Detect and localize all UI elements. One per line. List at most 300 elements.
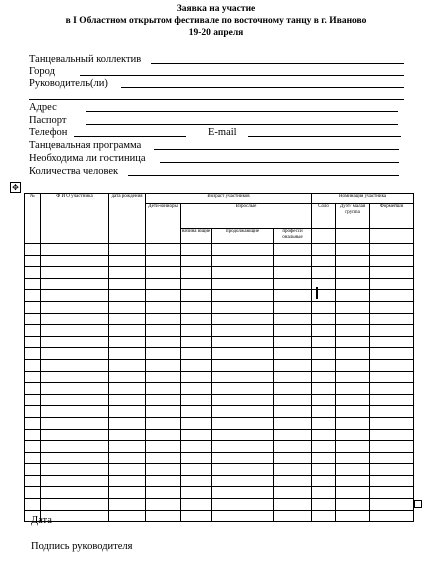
- table-cell[interactable]: [41, 244, 109, 256]
- table-row: [25, 348, 414, 360]
- table-cell[interactable]: [336, 348, 370, 360]
- table-cell[interactable]: [25, 464, 41, 476]
- table-cell[interactable]: [312, 255, 336, 267]
- table-cell[interactable]: [274, 383, 312, 395]
- table-cell[interactable]: [146, 255, 181, 267]
- table-cell[interactable]: [274, 417, 312, 429]
- col-header-formation: Формейшн: [370, 204, 414, 229]
- table-cell[interactable]: [312, 417, 336, 429]
- table-cell[interactable]: [41, 267, 109, 279]
- table-cell[interactable]: [212, 452, 274, 464]
- table-cell[interactable]: [25, 325, 41, 337]
- table-cell[interactable]: [212, 336, 274, 348]
- field-label-email: E-mail: [208, 127, 237, 138]
- table-cell[interactable]: [336, 244, 370, 256]
- table-cell[interactable]: [41, 313, 109, 325]
- table-cell[interactable]: [336, 359, 370, 371]
- table-cell[interactable]: [146, 475, 181, 487]
- table-cell[interactable]: [336, 383, 370, 395]
- table-cell[interactable]: [212, 475, 274, 487]
- table-cell[interactable]: [109, 336, 146, 348]
- table-cell[interactable]: [212, 406, 274, 418]
- table-cell[interactable]: [109, 348, 146, 360]
- table-row: [25, 301, 414, 313]
- table-cell[interactable]: [109, 267, 146, 279]
- table-cell[interactable]: [181, 348, 212, 360]
- field-label-passport: Паспорт: [29, 115, 67, 126]
- table-cell[interactable]: [181, 441, 212, 453]
- table-cell[interactable]: [274, 406, 312, 418]
- table-cell[interactable]: [274, 325, 312, 337]
- table-cell[interactable]: [181, 371, 212, 383]
- table-cell[interactable]: [181, 383, 212, 395]
- table-cell[interactable]: [212, 499, 274, 511]
- text-cursor: [316, 287, 318, 299]
- table-cell[interactable]: [146, 499, 181, 511]
- table-cell[interactable]: [109, 301, 146, 313]
- table-cell[interactable]: [336, 464, 370, 476]
- table-cell[interactable]: [109, 255, 146, 267]
- table-cell[interactable]: [109, 290, 146, 302]
- table-cell[interactable]: [41, 348, 109, 360]
- col-header-duet: Дуэт/ малая группа: [336, 204, 370, 229]
- table-cell[interactable]: [336, 325, 370, 337]
- col-header-fio: Ф И О участника: [41, 194, 109, 244]
- table-cell[interactable]: [25, 441, 41, 453]
- table-cell[interactable]: [370, 441, 414, 453]
- table-cell[interactable]: [109, 510, 146, 522]
- table-cell[interactable]: [312, 301, 336, 313]
- table-cell[interactable]: [146, 371, 181, 383]
- table-cell[interactable]: [146, 394, 181, 406]
- table-cell[interactable]: [181, 278, 212, 290]
- form-title: Заявка на участие: [176, 4, 256, 14]
- participants-table: [24, 193, 414, 522]
- field-line-email[interactable]: [248, 136, 401, 137]
- table-cell[interactable]: [312, 244, 336, 256]
- table-cell[interactable]: [25, 383, 41, 395]
- table-cell[interactable]: [336, 406, 370, 418]
- table-cell[interactable]: [212, 441, 274, 453]
- table-cell[interactable]: [336, 278, 370, 290]
- table-cell[interactable]: [146, 348, 181, 360]
- table-cell[interactable]: [370, 371, 414, 383]
- table-cell[interactable]: [146, 359, 181, 371]
- footer-signature-label: Подпись руководителя: [31, 541, 133, 552]
- table-cell[interactable]: [181, 325, 212, 337]
- col-header-beginners: начина ющие: [181, 229, 212, 244]
- field-line-phone[interactable]: [74, 136, 186, 137]
- col-header-age-group: Возраст участников: [146, 194, 312, 204]
- table-cell[interactable]: [181, 394, 212, 406]
- table-cell[interactable]: [25, 278, 41, 290]
- table-cell[interactable]: [370, 278, 414, 290]
- table-cell[interactable]: [212, 510, 274, 522]
- field-label-address: Адрес: [29, 102, 57, 113]
- table-cell[interactable]: [212, 417, 274, 429]
- table-cell[interactable]: [146, 267, 181, 279]
- table-cell[interactable]: [146, 244, 181, 256]
- table-cell[interactable]: [146, 325, 181, 337]
- table-row: [25, 394, 414, 406]
- table-cell[interactable]: [336, 475, 370, 487]
- table-cell[interactable]: [336, 290, 370, 302]
- table-cell[interactable]: [146, 510, 181, 522]
- field-label-program: Танцевальная программа: [29, 140, 142, 151]
- col-header-professional: професси ональные: [274, 229, 312, 244]
- form-dates: 19-20 апреля: [188, 28, 244, 38]
- table-cell[interactable]: [146, 452, 181, 464]
- table-row: [25, 499, 414, 511]
- table-cell[interactable]: [181, 336, 212, 348]
- table-cell[interactable]: [41, 383, 109, 395]
- table-cell[interactable]: [146, 487, 181, 499]
- table-cell[interactable]: [370, 313, 414, 325]
- table-cell[interactable]: [312, 313, 336, 325]
- form-subtitle: в I Областном открытом фестивале по восточному танцу в г. Иваново: [65, 16, 367, 26]
- table-row: [25, 464, 414, 476]
- table-cell[interactable]: [41, 301, 109, 313]
- table-cell[interactable]: [109, 487, 146, 499]
- field-line-leader-2[interactable]: [29, 99, 404, 100]
- table-cell[interactable]: [370, 348, 414, 360]
- table-cell[interactable]: [370, 359, 414, 371]
- table-cell[interactable]: [25, 267, 41, 279]
- table-cell[interactable]: [370, 255, 414, 267]
- table-cell[interactable]: [109, 359, 146, 371]
- table-cell[interactable]: [212, 371, 274, 383]
- table-cell[interactable]: [181, 290, 212, 302]
- field-line-passport[interactable]: [86, 124, 398, 125]
- table-cell[interactable]: [146, 429, 181, 441]
- table-cell[interactable]: [181, 255, 212, 267]
- table-cell[interactable]: [312, 383, 336, 395]
- table-cell[interactable]: [41, 255, 109, 267]
- table-row: [25, 475, 414, 487]
- table-cell[interactable]: [212, 267, 274, 279]
- table-cell[interactable]: [274, 255, 312, 267]
- table-cell[interactable]: [370, 475, 414, 487]
- table-cell[interactable]: [312, 429, 336, 441]
- table-cell[interactable]: [212, 487, 274, 499]
- table-cell[interactable]: [25, 452, 41, 464]
- table-cell[interactable]: [146, 313, 181, 325]
- table-cell[interactable]: [109, 499, 146, 511]
- field-label-hotel: Необходима ли гостиница: [29, 153, 146, 164]
- table-cell[interactable]: [25, 255, 41, 267]
- table-cell[interactable]: [109, 417, 146, 429]
- field-line-collective[interactable]: [151, 63, 404, 64]
- table-cell[interactable]: [25, 348, 41, 360]
- table-cell[interactable]: [181, 487, 212, 499]
- table-cell[interactable]: [41, 394, 109, 406]
- table-cell[interactable]: [212, 348, 274, 360]
- table-cell[interactable]: [336, 429, 370, 441]
- table-cell[interactable]: [336, 267, 370, 279]
- table-cell[interactable]: [370, 244, 414, 256]
- table-cell[interactable]: [312, 475, 336, 487]
- table-cell[interactable]: [336, 510, 370, 522]
- table-cell[interactable]: [109, 278, 146, 290]
- table-cell[interactable]: [274, 429, 312, 441]
- table-cell[interactable]: [181, 464, 212, 476]
- table-cell[interactable]: [212, 383, 274, 395]
- table-cell[interactable]: [312, 510, 336, 522]
- table-cell[interactable]: [109, 429, 146, 441]
- table-cell[interactable]: [41, 499, 109, 511]
- table-cell[interactable]: [274, 499, 312, 511]
- field-line-hotel[interactable]: [160, 162, 399, 163]
- table-cell[interactable]: [336, 487, 370, 499]
- field-line-city[interactable]: [80, 75, 404, 76]
- table-row: [25, 244, 414, 256]
- table-cell[interactable]: [109, 406, 146, 418]
- field-line-people-count[interactable]: [128, 175, 399, 176]
- table-cell[interactable]: [370, 464, 414, 476]
- table-cell[interactable]: [25, 371, 41, 383]
- table-cell[interactable]: [181, 244, 212, 256]
- table-cell[interactable]: [336, 417, 370, 429]
- table-cell[interactable]: [109, 313, 146, 325]
- table-cell[interactable]: [274, 359, 312, 371]
- table-cell[interactable]: [274, 441, 312, 453]
- table-cell[interactable]: [274, 475, 312, 487]
- table-cell[interactable]: [41, 278, 109, 290]
- col-header-number: №: [25, 194, 41, 244]
- table-cell[interactable]: [25, 244, 41, 256]
- table-cell[interactable]: [41, 406, 109, 418]
- table-cell[interactable]: [41, 417, 109, 429]
- table-cell[interactable]: [109, 441, 146, 453]
- table-move-icon[interactable]: ✥: [10, 182, 21, 193]
- table-cell[interactable]: [312, 499, 336, 511]
- table-cell[interactable]: [212, 394, 274, 406]
- table-cell[interactable]: [274, 290, 312, 302]
- table-cell[interactable]: [370, 510, 414, 522]
- table-cell[interactable]: [41, 336, 109, 348]
- footer-date-label: Дата: [31, 515, 52, 526]
- table-row: [25, 278, 414, 290]
- table-cell[interactable]: [25, 313, 41, 325]
- table-cell[interactable]: [312, 336, 336, 348]
- table-cell[interactable]: [212, 255, 274, 267]
- table-cell[interactable]: [274, 348, 312, 360]
- table-cell[interactable]: [312, 325, 336, 337]
- table-cell[interactable]: [146, 417, 181, 429]
- table-cell[interactable]: [41, 464, 109, 476]
- table-cell[interactable]: [25, 487, 41, 499]
- table-cell[interactable]: [370, 325, 414, 337]
- table-cell[interactable]: [25, 394, 41, 406]
- table-cell[interactable]: [336, 441, 370, 453]
- table-cell[interactable]: [146, 278, 181, 290]
- table-cell[interactable]: [212, 313, 274, 325]
- table-cell[interactable]: [312, 394, 336, 406]
- table-cell[interactable]: [370, 267, 414, 279]
- col-header-adults: Взрослые: [181, 204, 312, 229]
- table-cell[interactable]: [146, 301, 181, 313]
- table-cell[interactable]: [336, 301, 370, 313]
- table-cell[interactable]: [41, 429, 109, 441]
- table-row: [25, 417, 414, 429]
- table-cell[interactable]: [181, 475, 212, 487]
- table-cell[interactable]: [212, 464, 274, 476]
- table-cell[interactable]: [41, 325, 109, 337]
- table-cell[interactable]: [25, 429, 41, 441]
- col-header-children: Дети-юниоры: [146, 204, 181, 244]
- table-cell[interactable]: [274, 267, 312, 279]
- table-cell[interactable]: [274, 487, 312, 499]
- table-cell[interactable]: [25, 301, 41, 313]
- table-cell[interactable]: [370, 487, 414, 499]
- table-cell[interactable]: [212, 301, 274, 313]
- table-cell[interactable]: [312, 348, 336, 360]
- field-label-leader: Руководитель(ли): [29, 78, 108, 89]
- table-cell[interactable]: [312, 359, 336, 371]
- field-line-leader[interactable]: [121, 87, 404, 88]
- table-cell[interactable]: [370, 383, 414, 395]
- table-cell[interactable]: [370, 499, 414, 511]
- table-cell[interactable]: [146, 441, 181, 453]
- table-cell[interactable]: [181, 406, 212, 418]
- table-cell[interactable]: [109, 383, 146, 395]
- table-row: [25, 406, 414, 418]
- table-cell[interactable]: [25, 475, 41, 487]
- table-cell[interactable]: [336, 499, 370, 511]
- table-cell[interactable]: [41, 371, 109, 383]
- table-row: [25, 255, 414, 267]
- table-cell[interactable]: [146, 406, 181, 418]
- table-cell[interactable]: [41, 359, 109, 371]
- field-label-phone: Телефон: [29, 127, 68, 138]
- table-cell[interactable]: [274, 371, 312, 383]
- table-cell[interactable]: [181, 429, 212, 441]
- table-cell[interactable]: [25, 359, 41, 371]
- table-cell[interactable]: [41, 290, 109, 302]
- table-cell[interactable]: [212, 429, 274, 441]
- table-cell[interactable]: [109, 244, 146, 256]
- table-cell[interactable]: [370, 290, 414, 302]
- table-cell[interactable]: [25, 499, 41, 511]
- table-cell[interactable]: [109, 475, 146, 487]
- table-cell[interactable]: [25, 417, 41, 429]
- table-cell[interactable]: [274, 464, 312, 476]
- table-cell[interactable]: [146, 464, 181, 476]
- table-cell[interactable]: [312, 371, 336, 383]
- table-cell[interactable]: [336, 452, 370, 464]
- table-cell[interactable]: [312, 406, 336, 418]
- table-cell[interactable]: [312, 452, 336, 464]
- table-row: [25, 371, 414, 383]
- table-cell[interactable]: [370, 417, 414, 429]
- table-cell[interactable]: [370, 301, 414, 313]
- table-cell[interactable]: [109, 394, 146, 406]
- table-cell[interactable]: [370, 406, 414, 418]
- field-line-address[interactable]: [86, 111, 398, 112]
- field-label-collective: Танцевальный коллектив: [29, 54, 142, 65]
- table-cell[interactable]: [274, 336, 312, 348]
- table-cell[interactable]: [274, 313, 312, 325]
- table-cell[interactable]: [146, 383, 181, 395]
- table-row: [25, 267, 414, 279]
- table-cell[interactable]: [25, 290, 41, 302]
- table-cell[interactable]: [25, 406, 41, 418]
- table-cell[interactable]: [109, 325, 146, 337]
- table-cell[interactable]: [312, 441, 336, 453]
- table-cell[interactable]: [370, 394, 414, 406]
- table-row: [25, 452, 414, 464]
- field-label-city: Город: [29, 66, 55, 77]
- col-header-advanced: продолжающие: [212, 229, 274, 244]
- table-resize-icon[interactable]: [414, 500, 422, 508]
- table-cell[interactable]: [274, 244, 312, 256]
- field-label-people-count: Количества человек: [29, 166, 119, 177]
- table-cell[interactable]: [274, 452, 312, 464]
- table-cell[interactable]: [212, 290, 274, 302]
- table-cell[interactable]: [336, 371, 370, 383]
- table-cell[interactable]: [336, 394, 370, 406]
- table-cell[interactable]: [312, 487, 336, 499]
- table-cell[interactable]: [181, 359, 212, 371]
- table-cell[interactable]: [336, 255, 370, 267]
- table-cell[interactable]: [274, 278, 312, 290]
- table-row: [25, 429, 414, 441]
- table-cell[interactable]: [181, 499, 212, 511]
- table-cell[interactable]: [146, 336, 181, 348]
- table-cell[interactable]: [41, 452, 109, 464]
- table-cell[interactable]: [370, 452, 414, 464]
- table-cell[interactable]: [181, 417, 212, 429]
- table-cell[interactable]: [181, 452, 212, 464]
- table-row: [25, 336, 414, 348]
- table-cell[interactable]: [181, 313, 212, 325]
- table-cell[interactable]: [212, 278, 274, 290]
- table-cell[interactable]: [370, 336, 414, 348]
- table-cell[interactable]: [41, 487, 109, 499]
- table-cell[interactable]: [370, 429, 414, 441]
- table-cell[interactable]: [312, 464, 336, 476]
- table-cell[interactable]: [336, 313, 370, 325]
- table-cell[interactable]: [25, 336, 41, 348]
- table-cell[interactable]: [274, 301, 312, 313]
- table-cell[interactable]: [212, 244, 274, 256]
- table-cell[interactable]: [212, 325, 274, 337]
- table-cell[interactable]: [181, 267, 212, 279]
- table-cell[interactable]: [41, 441, 109, 453]
- table-cell[interactable]: [312, 267, 336, 279]
- table-row: [25, 383, 414, 395]
- table-cell[interactable]: [274, 394, 312, 406]
- table-cell[interactable]: [109, 464, 146, 476]
- col-header-solo: Соло: [312, 204, 336, 229]
- table-cell[interactable]: [212, 359, 274, 371]
- table-row: [25, 325, 414, 337]
- table-row: [25, 313, 414, 325]
- table-cell[interactable]: [146, 290, 181, 302]
- table-cell[interactable]: [274, 510, 312, 522]
- field-line-program[interactable]: [154, 149, 399, 150]
- table-cell[interactable]: [109, 371, 146, 383]
- table-cell[interactable]: [109, 452, 146, 464]
- table-cell[interactable]: [336, 336, 370, 348]
- table-row: [25, 290, 414, 302]
- col-header-birthdate: дата рождения: [109, 194, 146, 244]
- table-cell[interactable]: [181, 301, 212, 313]
- table-row: [25, 487, 414, 499]
- table-row: [25, 359, 414, 371]
- table-cell[interactable]: [181, 510, 212, 522]
- table-cell[interactable]: [41, 475, 109, 487]
